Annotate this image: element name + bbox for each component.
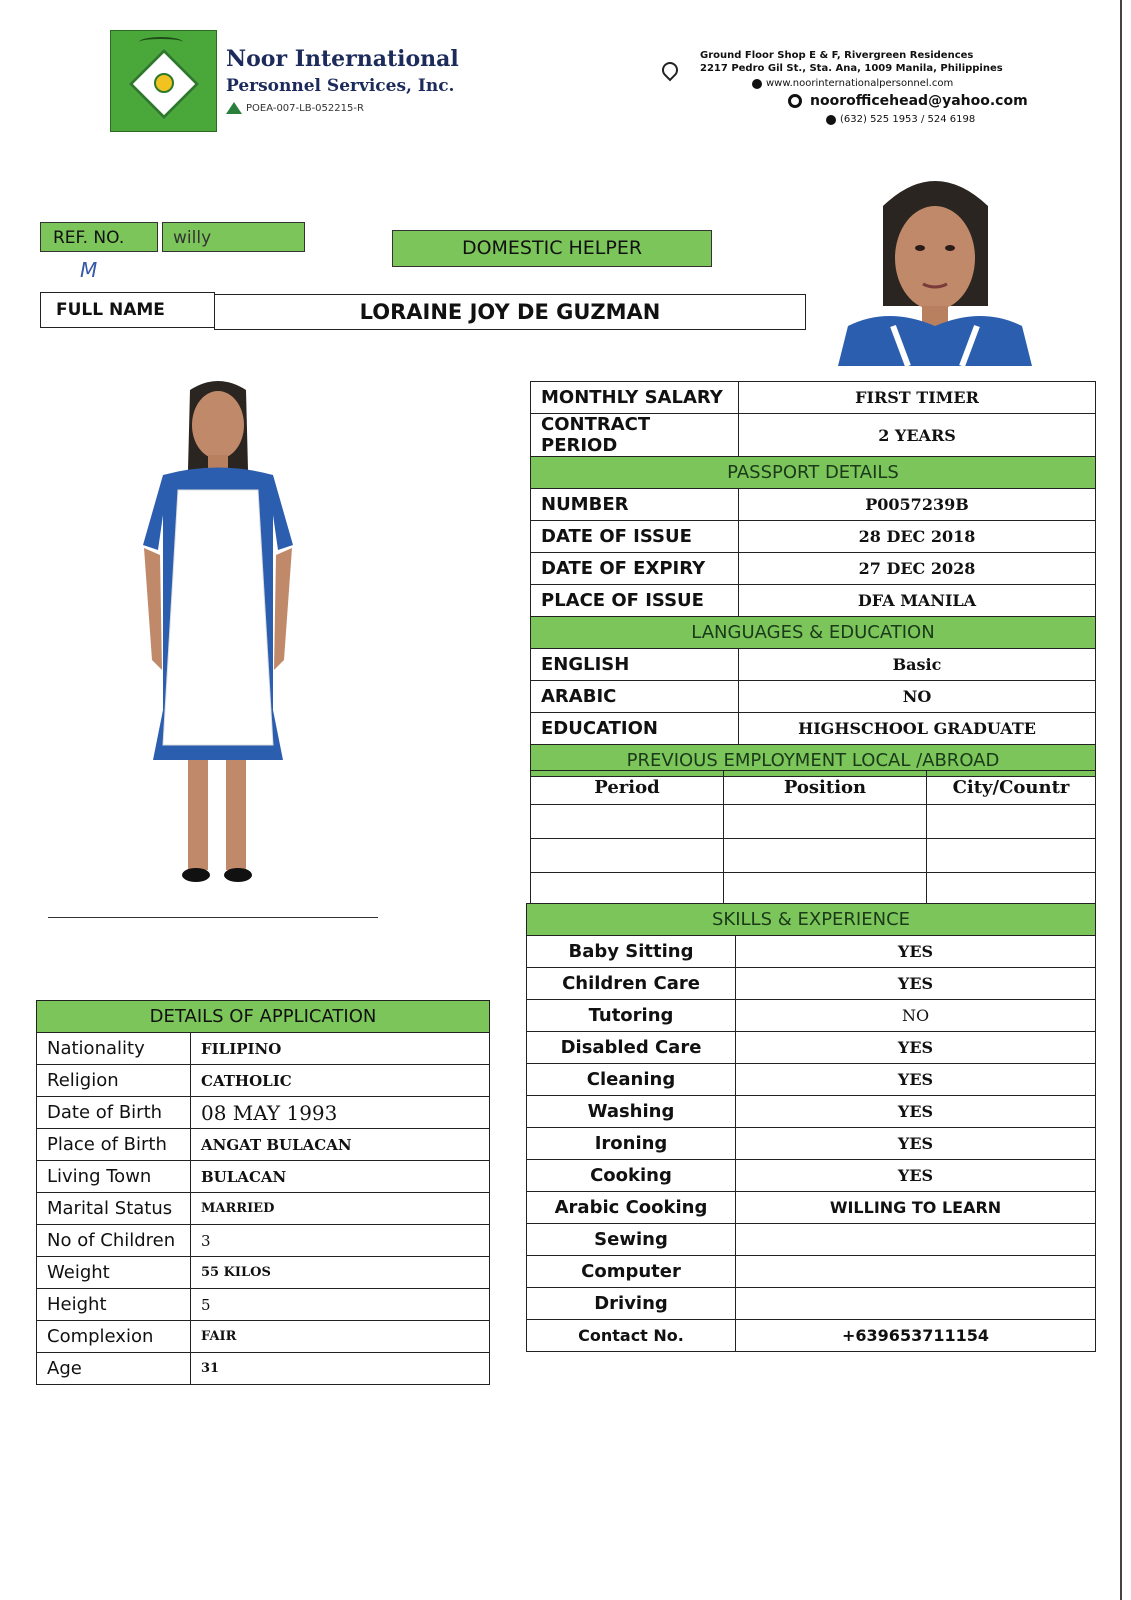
detail-label: Nationality bbox=[37, 1033, 191, 1065]
table-row bbox=[37, 1065, 490, 1097]
skill-label: Sewing bbox=[527, 1224, 736, 1256]
detail-label: Place of Birth bbox=[37, 1129, 191, 1161]
logo-script-mark bbox=[139, 37, 183, 47]
detail-label: Age bbox=[37, 1353, 191, 1385]
detail-value: 5 bbox=[191, 1289, 490, 1321]
skills-section-header: SKILLS & EXPERIENCE bbox=[527, 904, 1096, 936]
table-row bbox=[37, 1225, 490, 1257]
monthly-salary-value: FIRST TIMER bbox=[739, 382, 1096, 414]
date-of-expiry-label: DATE OF EXPIRY bbox=[531, 553, 739, 585]
passport-number-label: NUMBER bbox=[531, 489, 739, 521]
full-name-value: LORAINE JOY DE GUZMAN bbox=[214, 294, 806, 330]
full-name-label: FULL NAME bbox=[40, 292, 215, 328]
poea-triangle-icon bbox=[226, 102, 242, 114]
table-row bbox=[531, 553, 1096, 585]
passport-section-header: PASSPORT DETAILS bbox=[531, 457, 1096, 489]
detail-label: Complexion bbox=[37, 1321, 191, 1353]
table-row bbox=[527, 1256, 1096, 1288]
table-header-row bbox=[531, 771, 1096, 805]
employment-details-table bbox=[530, 381, 1096, 777]
application-details-table bbox=[36, 1000, 490, 1385]
detail-value: FAIR bbox=[191, 1321, 490, 1353]
table-row bbox=[531, 839, 1096, 873]
skill-label: Computer bbox=[527, 1256, 736, 1288]
table-cell bbox=[531, 839, 724, 873]
languages-section-header: LANGUAGES & EDUCATION bbox=[531, 617, 1096, 649]
detail-value: 3 bbox=[191, 1225, 490, 1257]
skill-value: NO bbox=[736, 1000, 1096, 1032]
table-row bbox=[531, 585, 1096, 617]
table-row bbox=[527, 1000, 1096, 1032]
table-row bbox=[527, 1192, 1096, 1224]
arabic-label: ARABIC bbox=[531, 681, 739, 713]
table-row bbox=[531, 414, 1096, 457]
detail-value: FILIPINO bbox=[191, 1033, 490, 1065]
company-name: Noor International bbox=[226, 46, 459, 72]
contract-period-label: CONTRACT PERIOD bbox=[531, 414, 739, 457]
table-row bbox=[531, 382, 1096, 414]
date-of-issue-value: 28 DEC 2018 bbox=[739, 521, 1096, 553]
contract-period-value: 2 YEARS bbox=[739, 414, 1096, 457]
table-row bbox=[531, 681, 1096, 713]
table-row bbox=[527, 1064, 1096, 1096]
website-text: www.noorinternationalpersonnel.com bbox=[766, 78, 954, 89]
skill-label: Disabled Care bbox=[527, 1032, 736, 1064]
skill-value: YES bbox=[736, 1032, 1096, 1064]
contact-no-value: +639653711154 bbox=[736, 1320, 1096, 1352]
table-cell bbox=[531, 873, 724, 907]
detail-label: Living Town bbox=[37, 1161, 191, 1193]
skill-label: Driving bbox=[527, 1288, 736, 1320]
table-row bbox=[527, 1096, 1096, 1128]
place-of-issue-value: DFA MANILA bbox=[739, 585, 1096, 617]
detail-value: ANGAT BULACAN bbox=[191, 1129, 490, 1161]
email-text: noorofficehead@yahoo.com bbox=[810, 93, 1028, 109]
table-row bbox=[37, 1193, 490, 1225]
ref-no-value: willy bbox=[162, 222, 305, 252]
monthly-salary-label: MONTHLY SALARY bbox=[531, 382, 739, 414]
detail-label: Date of Birth bbox=[37, 1097, 191, 1129]
detail-value: 31 bbox=[191, 1353, 490, 1385]
globe-icon bbox=[752, 79, 762, 89]
poea-license bbox=[226, 102, 364, 114]
detail-label: Marital Status bbox=[37, 1193, 191, 1225]
skill-label: Children Care bbox=[527, 968, 736, 1000]
table-cell bbox=[927, 873, 1096, 907]
table-row bbox=[531, 521, 1096, 553]
contact-no-label: Contact No. bbox=[527, 1320, 736, 1352]
table-row bbox=[531, 489, 1096, 521]
table-row bbox=[37, 1321, 490, 1353]
detail-value: CATHOLIC bbox=[191, 1065, 490, 1097]
address-line-2: 2217 Pedro Gil St., Sta. Ana, 1009 Manila, Philippines bbox=[700, 63, 1003, 74]
company-logo bbox=[110, 30, 217, 132]
skill-value: YES bbox=[736, 1064, 1096, 1096]
handwritten-mark: M bbox=[80, 258, 98, 282]
skill-value: WILLING TO LEARN bbox=[736, 1192, 1096, 1224]
period-header: Period bbox=[531, 771, 724, 805]
detail-label: Religion bbox=[37, 1065, 191, 1097]
application-section-header: DETAILS OF APPLICATION bbox=[37, 1001, 490, 1033]
table-row bbox=[37, 1129, 490, 1161]
email bbox=[788, 93, 1028, 109]
phone bbox=[826, 114, 975, 125]
role-title: DOMESTIC HELPER bbox=[392, 230, 712, 267]
skill-label: Ironing bbox=[527, 1128, 736, 1160]
place-of-issue-label: PLACE OF ISSUE bbox=[531, 585, 739, 617]
previous-employment-table bbox=[530, 770, 1096, 907]
table-row bbox=[527, 1224, 1096, 1256]
table-cell bbox=[927, 839, 1096, 873]
table-row bbox=[527, 1160, 1096, 1192]
skill-value bbox=[736, 1224, 1096, 1256]
skill-value bbox=[736, 1256, 1096, 1288]
website bbox=[752, 78, 953, 89]
position-header: Position bbox=[724, 771, 927, 805]
headshot-photo bbox=[838, 166, 1032, 366]
detail-label: Weight bbox=[37, 1257, 191, 1289]
detail-value: MARRIED bbox=[191, 1193, 490, 1225]
table-cell bbox=[724, 839, 927, 873]
table-row bbox=[531, 805, 1096, 839]
table-row bbox=[37, 1289, 490, 1321]
education-value: HIGHSCHOOL GRADUATE bbox=[739, 713, 1096, 745]
english-value: Basic bbox=[739, 649, 1096, 681]
photo-underline bbox=[48, 917, 378, 918]
logo-emblem bbox=[154, 73, 174, 93]
table-row bbox=[37, 1257, 490, 1289]
table-row bbox=[531, 873, 1096, 907]
table-row bbox=[527, 1320, 1096, 1352]
skill-value: YES bbox=[736, 968, 1096, 1000]
location-pin-icon bbox=[659, 59, 682, 82]
table-row bbox=[531, 713, 1096, 745]
table-row bbox=[37, 1353, 490, 1385]
full-body-photo bbox=[108, 380, 328, 900]
skill-label: Cooking bbox=[527, 1160, 736, 1192]
ref-no-label: REF. NO. bbox=[40, 222, 158, 252]
table-row bbox=[527, 1128, 1096, 1160]
table-row bbox=[527, 936, 1096, 968]
skill-value: YES bbox=[736, 1128, 1096, 1160]
table-cell bbox=[927, 805, 1096, 839]
table-row bbox=[37, 1161, 490, 1193]
table-cell bbox=[724, 805, 927, 839]
english-label: ENGLISH bbox=[531, 649, 739, 681]
detail-value: 08 MAY 1993 bbox=[191, 1097, 490, 1129]
skill-value: YES bbox=[736, 1160, 1096, 1192]
address-line-1: Ground Floor Shop E & F, Rivergreen Residences bbox=[700, 50, 974, 61]
detail-value: BULACAN bbox=[191, 1161, 490, 1193]
skill-label: Tutoring bbox=[527, 1000, 736, 1032]
skills-table bbox=[526, 903, 1096, 1352]
city-country-header: City/Countr bbox=[927, 771, 1096, 805]
skill-label: Arabic Cooking bbox=[527, 1192, 736, 1224]
date-of-expiry-value: 27 DEC 2028 bbox=[739, 553, 1096, 585]
table-row bbox=[527, 968, 1096, 1000]
detail-label: No of Children bbox=[37, 1225, 191, 1257]
company-subtitle: Personnel Services, Inc. bbox=[226, 76, 455, 96]
poea-license-text: POEA-007-LB-052215-R bbox=[246, 102, 364, 114]
table-cell bbox=[531, 805, 724, 839]
phone-icon bbox=[826, 115, 836, 125]
date-of-issue-label: DATE OF ISSUE bbox=[531, 521, 739, 553]
education-label: EDUCATION bbox=[531, 713, 739, 745]
scan-edge-line bbox=[1120, 0, 1122, 1600]
skill-label: Washing bbox=[527, 1096, 736, 1128]
table-row bbox=[37, 1097, 490, 1129]
skill-value: YES bbox=[736, 936, 1096, 968]
table-row bbox=[527, 1288, 1096, 1320]
table-row bbox=[531, 649, 1096, 681]
skill-value bbox=[736, 1288, 1096, 1320]
phone-text: (632) 525 1953 / 524 6198 bbox=[840, 114, 976, 125]
arabic-value: NO bbox=[739, 681, 1096, 713]
table-row bbox=[37, 1033, 490, 1065]
detail-label: Height bbox=[37, 1289, 191, 1321]
passport-number-value: P0057239B bbox=[739, 489, 1096, 521]
previous-employment-section-header: PREVIOUS EMPLOYMENT LOCAL /ABROAD bbox=[531, 745, 1096, 777]
skill-label: Baby Sitting bbox=[527, 936, 736, 968]
email-icon bbox=[788, 94, 802, 108]
detail-value: 55 KILOS bbox=[191, 1257, 490, 1289]
skill-label: Cleaning bbox=[527, 1064, 736, 1096]
table-cell bbox=[724, 873, 927, 907]
table-row bbox=[527, 1032, 1096, 1064]
skill-value: YES bbox=[736, 1096, 1096, 1128]
